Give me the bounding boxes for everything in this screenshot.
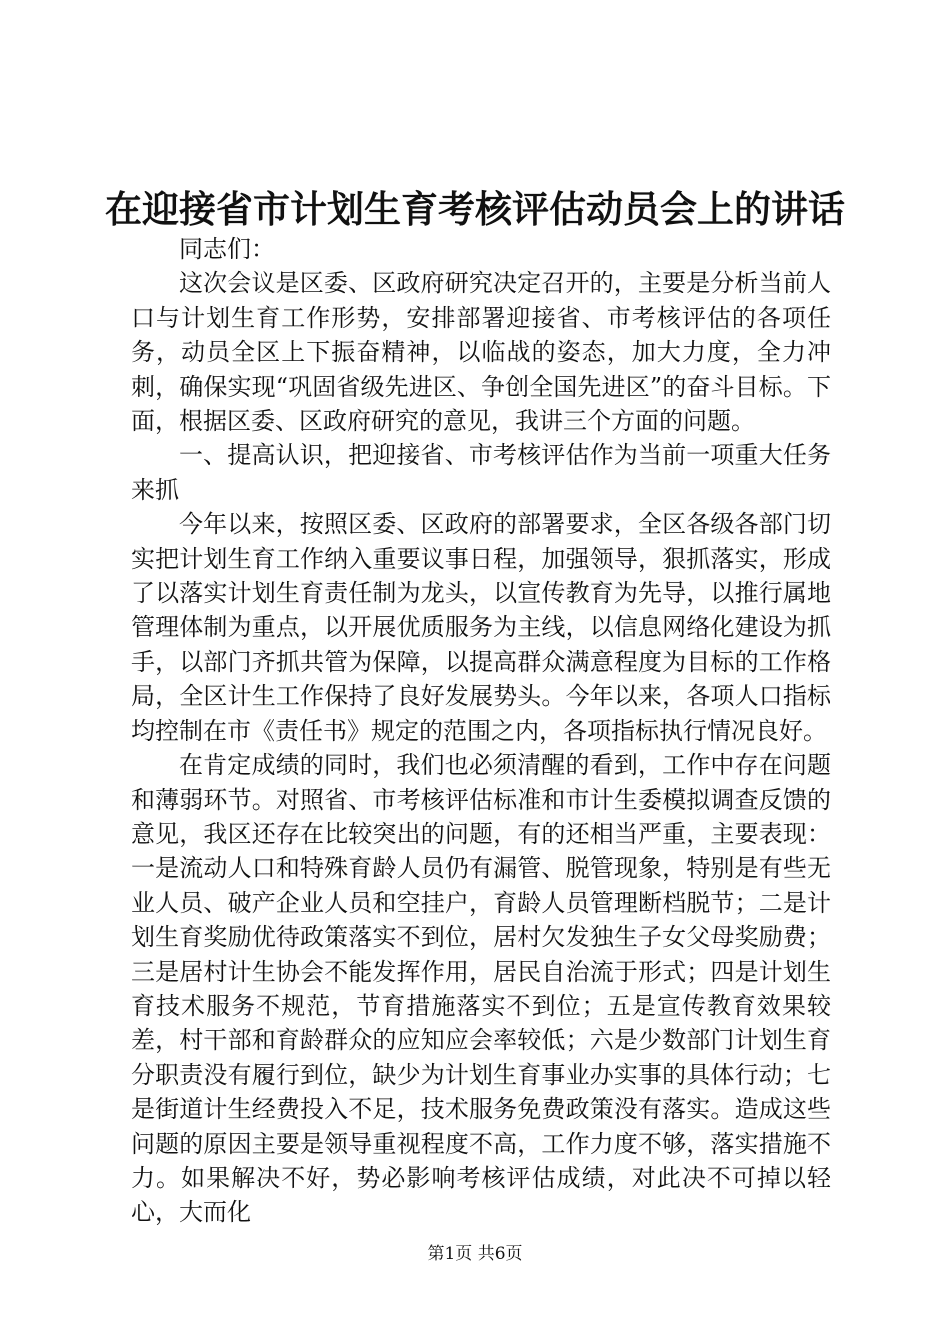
page-footer: 第1页 共6页 xyxy=(427,1244,523,1264)
paragraph: 这次会议是区委、区政府研究决定召开的，主要是分析当前人口与计划生育工作形势，安排部署迎接省、市考核评估的各项任务，动员全区上下振奋精神，以临战的姿态，加大力度，全力冲刺，确保实现“巩固省级先进区、争创全国先进区”的奋斗目标。下面，根据区委、区政府研究的意见，我讲三个方面的问题。 xyxy=(131,269,831,436)
section-heading: 一、提高认识，把迎接省、市考核评估作为当前一项重大任务来抓 xyxy=(131,441,831,504)
paragraph: 在肯定成绩的同时，我们也必须清醒的看到，工作中存在问题和薄弱环节。对照省、市考核评估标准和市计生委模拟调查反馈的意见，我区还存在比较突出的问题，有的还相当严重，主要表现：一是流动人口和特殊育龄人员仍有漏管、脱管现象，特别是有些无业人员、破产企业人员和空挂户，育龄人员管理断档脱节；二是计划生育奖励优待政策落实不到位，居村欠发独生子女父母奖励费；三是居村计生协会不能发挥作用，居民自治流于形式；四是计划生育技术服务不规范，节育措施落实不到位；五是宣传教育效果较差，村干部和育龄群众的应知应会率较低；六是少数部门计划生育分职责没有履行到位，缺少为计划生育事业办实事的具体行动；七是街道计生经费投入不足，技术服务免费政策没有落实。造成这些问题的原因主要是领导重视程度不高，工作力度不够，落实措施不力。如果解决不好，势必影响考核评估成绩，对此决不可掉以轻心，大而化 xyxy=(131,751,831,1227)
document-body xyxy=(131,232,831,1230)
document-title: 在迎接省市计划生育考核评估动员会上的讲话 xyxy=(105,187,845,231)
paragraph: 今年以来，按照区委、区政府的部署要求，全区各级各部门切实把计划生育工作纳入重要议事日程，加强领导，狠抓落实，形成了以落实计划生育责任制为龙头，以宣传教育为先导，以推行属地管理体制为重点，以开展优质服务为主线，以信息网络化建设为抓手，以部门齐抓共管为保障，以提高群众满意程度为目标的工作格局，全区计生工作保持了良好发展势头。今年以来，各项人口指标均控制在市《责任书》规定的范围之内，各项指标执行情况良好。 xyxy=(131,510,831,745)
salutation: 同志们： xyxy=(179,235,275,263)
